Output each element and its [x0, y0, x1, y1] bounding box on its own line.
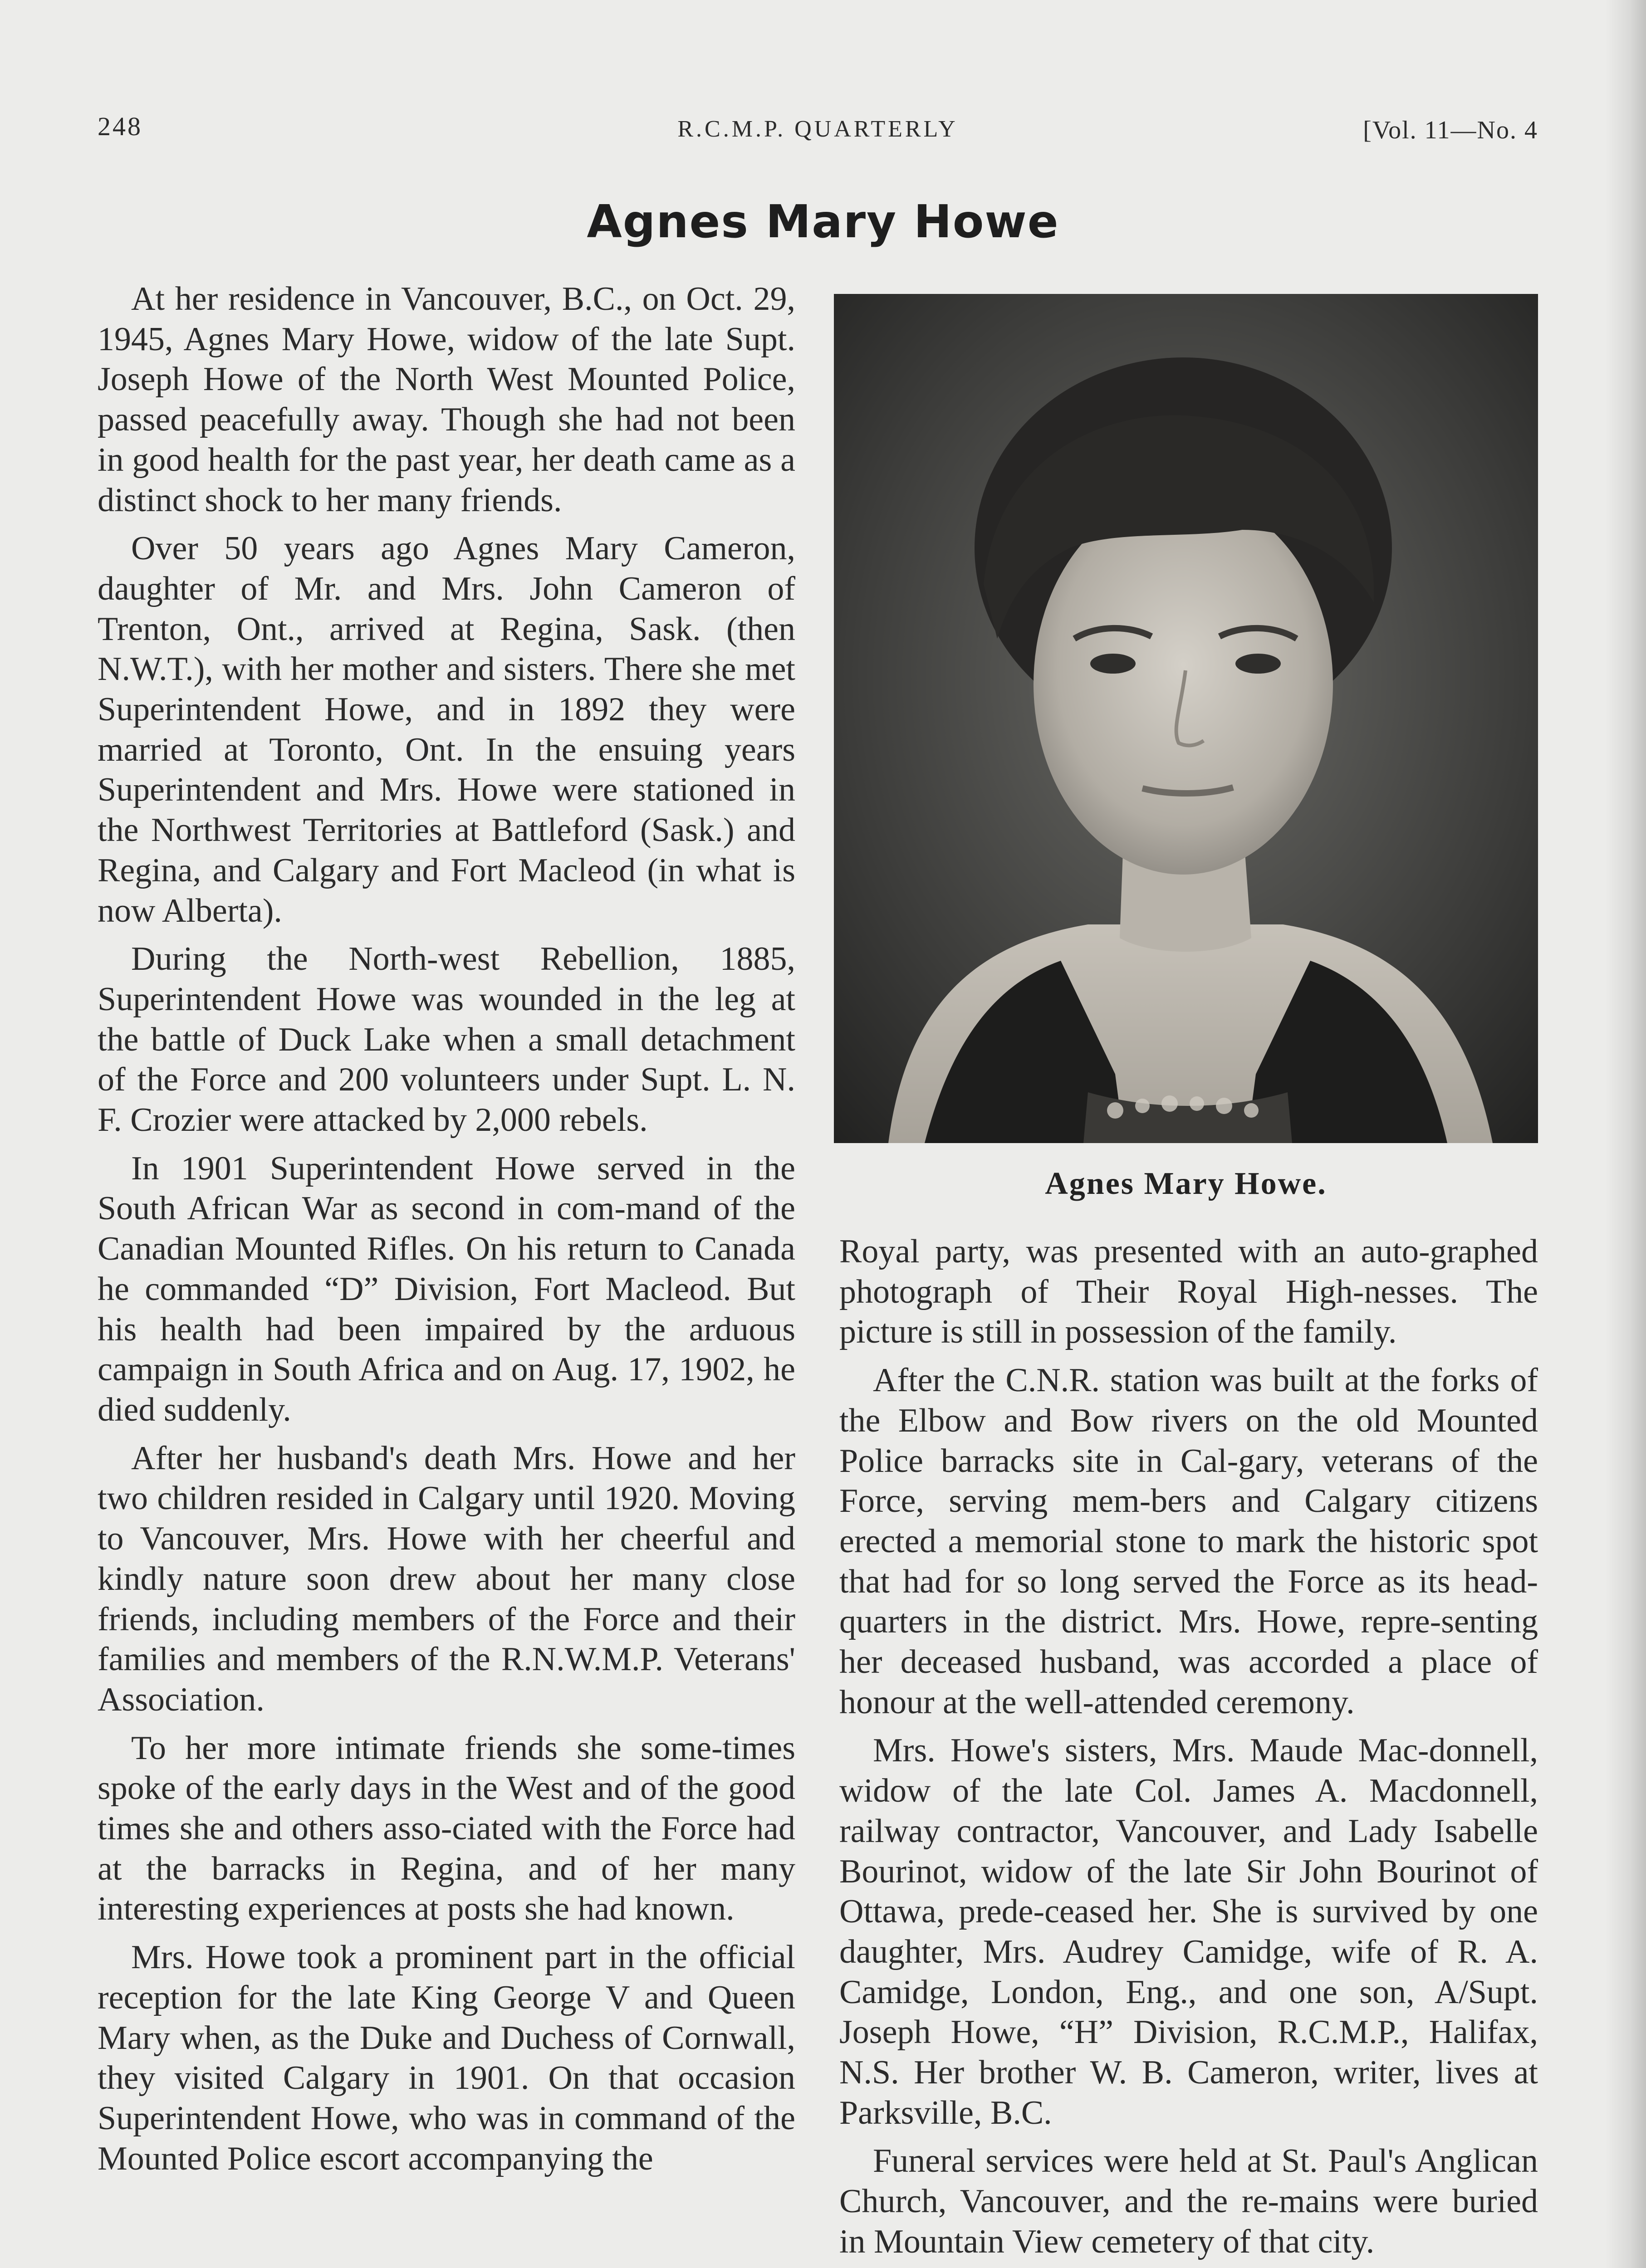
paragraph: After her husband's death Mrs. Howe and her two children resided in Calgary until 1920. Moving to Vancouver, Mrs. Howe with her cheerful and kindly nature soon drew about her many close friends, including members of the Force and their families and members of the R.N.W.M.P. Veterans' Association. — [98, 1439, 795, 1718]
page-number: 248 — [98, 112, 142, 141]
paragraph: Mrs. Howe's sisters, Mrs. Maude Mac-donnell, widow of the late Col. James A. Macdonnell, railway contractor, Vancouver, and Lady Isabelle Bourinot, widow of the late Sir John Bourinot of Ottawa, prede-ceased her. She is survived by one daughter, Mrs. Audrey Camidge, wife of R. A. Camidge, London, Eng., and one son, A/Supt. Joseph Howe, “H” Division, R.C.M.P., Halifax, N.S. Her brother W. B. Cameron, writer, lives at Parksville, B.C. — [839, 1732, 1538, 2131]
paragraph: During the North-west Rebellion, 1885, Superintendent Howe was wounded in the leg at the battle of Duck Lake when a small detachment of the Force and 200 volunteers under Supt. L. N. F. Crozier were attacked by 2,000 rebels. — [98, 940, 795, 1139]
running-head — [98, 111, 1538, 147]
article-title: Agnes Mary Howe — [587, 195, 1059, 248]
paragraph-continuation: Royal party, was presented with an auto-graphed photograph of Their Royal High-nesses. The picture is still in possession of the family. — [839, 1233, 1538, 1351]
left-column — [98, 279, 795, 2187]
paragraph: After the C.N.R. station was built at the forks of the Elbow and Bow rivers on the old Mounted Police barracks site in Cal-gary, veterans of the Force, serving mem-bers and Calgary citizens erected a memorial stone to mark the historic spot that had for so long served the Force as its head-quarters in the district. Mrs. Howe, repre-senting her deceased husband, was accorded a place of honour at the well-attended ceremony. — [839, 1362, 1538, 1721]
paragraph: Funeral services were held at St. Paul's Anglican Church, Vancouver, and the re-mains were buried in Mountain View cemetery of that city. — [839, 2142, 1538, 2260]
portrait-photo — [834, 294, 1538, 1143]
paragraph: In 1901 Superintendent Howe served in the South African War as second in com-mand of the Canadian Mounted Rifles. On his return to Canada he commanded “D” Division, Fort Macleod. But his health had been impaired by the arduous campaign in South Africa and on Aug. 17, 1902, he died suddenly. — [98, 1149, 795, 1428]
photo-caption: Agnes Mary Howe. — [1045, 1166, 1327, 1201]
binding-shadow — [1605, 0, 1646, 2268]
journal-title: R.C.M.P. QUARTERLY — [677, 116, 958, 142]
volume-issue: [Vol. 11—No. 4 — [1363, 116, 1538, 144]
paragraph: At her residence in Vancouver, B.C., on Oct. 29, 1945, Agnes Mary Howe, widow of the late Supt. Joseph Howe of the North West Mounted Police, passed peacefully away. Though she had not been in good health for the past year, her death came as a distinct shock to her many friends. — [98, 280, 795, 519]
paragraph: Over 50 years ago Agnes Mary Cameron, daughter of Mr. and Mrs. John Cameron of Trenton, Ont., arrived at Regina, Sask. (then N.W.T.), with her mother and sisters. There she met Superintendent Howe, and in 1892 they were married at Toronto, Ont. In the ensuing years Superintendent and Mrs. Howe were stationed in the Northwest Territories at Battleford (Sask.) and Regina, and Calgary and Fort Macleod (in what is now Alberta). — [98, 530, 795, 929]
paragraph: To her more intimate friends she some-times spoke of the early days in the West and of the good times she and others asso-ciated with the Force had at the barracks in Regina, and of her many interesting experiences at posts she had known. — [98, 1729, 795, 1928]
paragraph: Mrs. Howe took a prominent part in the official reception for the late King George V and Queen Mary when, as the Duke and Duchess of Cornwall, they visited Calgary in 1901. On that occasion Superintendent Howe, who was in command of the Mounted Police escort accompanying the — [98, 1939, 795, 2177]
portrait-image — [834, 294, 1538, 1143]
right-column — [839, 1232, 1538, 2268]
